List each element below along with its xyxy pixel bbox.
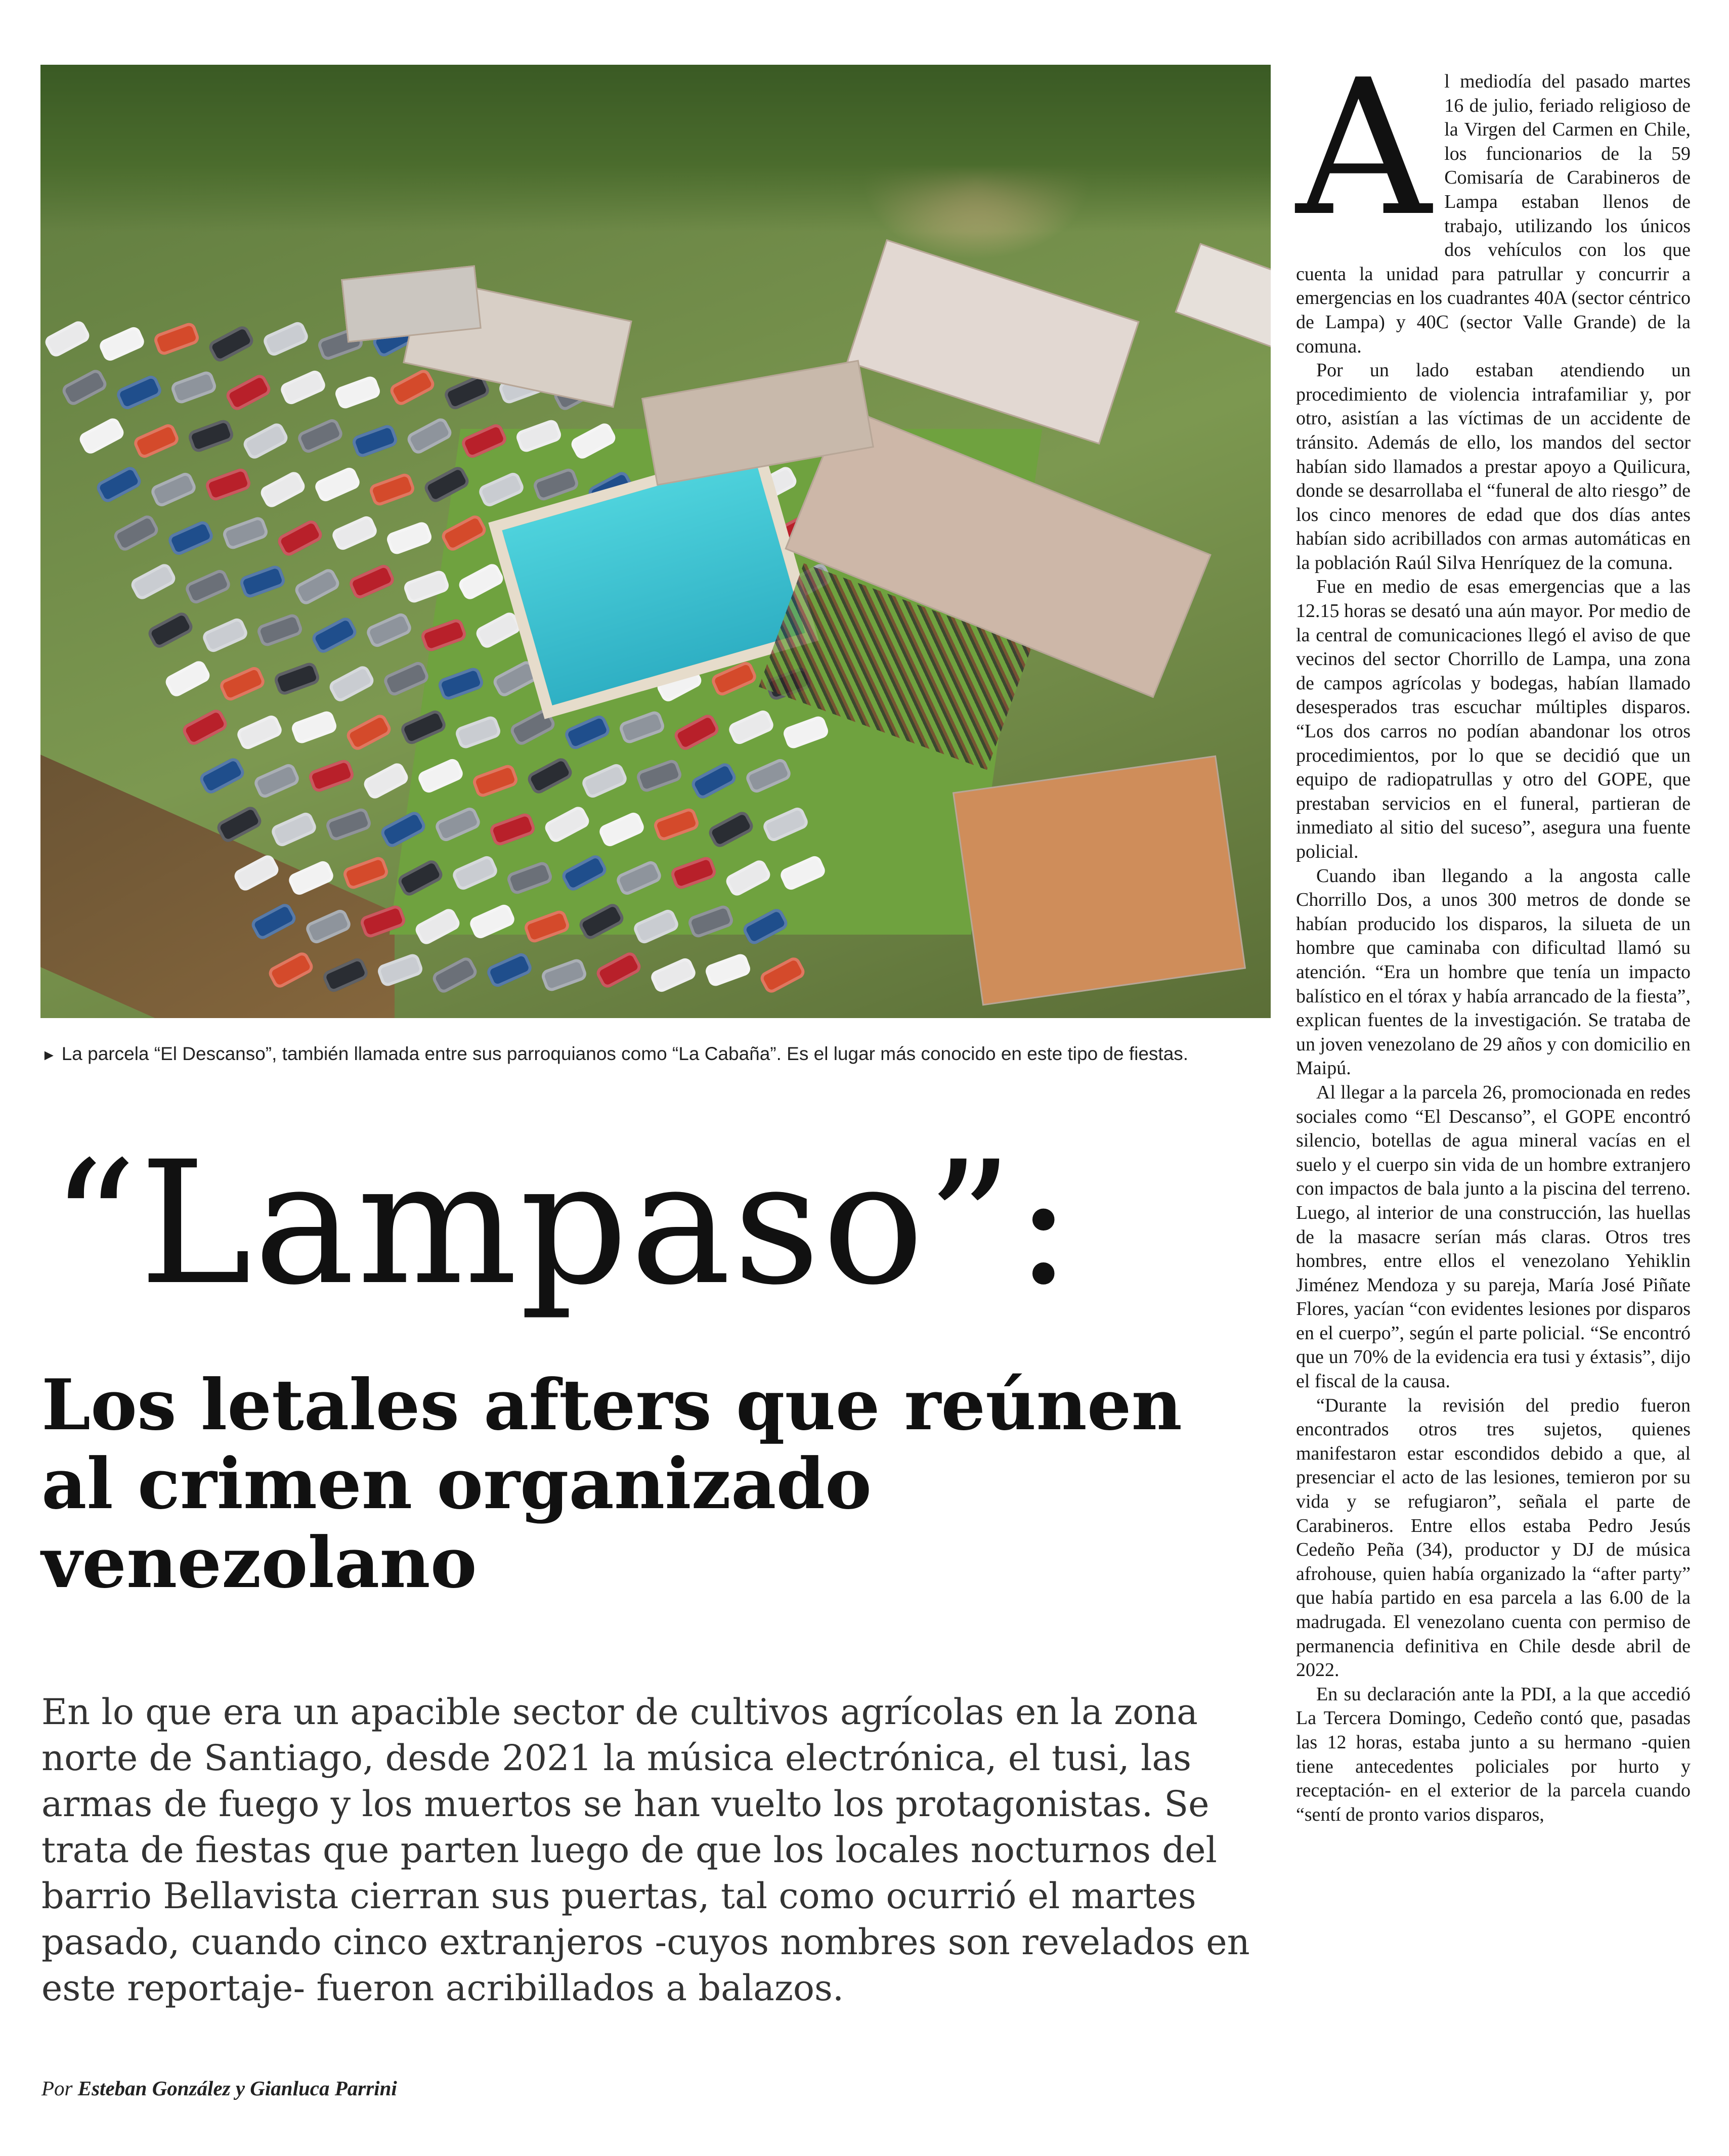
- parked-car: [365, 611, 413, 649]
- lead-paragraph: En lo que era un apacible sector de cultivos agrícolas en la zona norte de Santiago, desde 2021 la música electrónica, el tusi, las armas de fuego y los muertos se han vuelto los protagonistas. Se trata de fiestas que parten luego de que los locales nocturnos del barrio Bellavista cierran sus puertas, tal como ocurrió el martes pasado, cuando cinco extranjeros -cuyos nombres son revelados en este reportaje- fueron acribillados a balazos.: [41, 1691, 1250, 2009]
- parked-car: [258, 469, 308, 509]
- parked-car: [402, 569, 451, 605]
- parked-car: [689, 761, 739, 801]
- parked-car: [416, 757, 465, 795]
- parked-car: [388, 367, 437, 407]
- parked-car: [241, 421, 290, 461]
- parked-car: [279, 368, 327, 406]
- parked-car: [563, 713, 612, 751]
- body-paragraph: Al llegar a la parcela 26, promocionada en redes sociales como “El Descanso”, el GOPE encontró silencio, botellas de agua mineral vacías en el suelo y el cuerpo sin vida de un hombre extranjero con impactos de bala junto a la piscina del terreno. Luego, al interior de una construcción, las huellas de la masacre serían más claras. Otros tres hombres, entre ellos el venezolano Yehiklin Jiménez Mendoza y su pareja, María José Piñate Flores, yacían “con evidentes lesiones por disparos en el cuerpo”, según el parte policial. “Se encontró que un 70% de la evidencia era tusi y éxtasis”, dijo el fiscal de la causa.: [1296, 1081, 1691, 1392]
- parked-car: [321, 956, 370, 994]
- parked-car: [184, 567, 232, 605]
- photo-roof: [1175, 243, 1271, 355]
- parked-car: [707, 809, 756, 849]
- parked-car: [362, 761, 411, 801]
- parked-car: [249, 901, 298, 941]
- parked-car: [399, 708, 448, 746]
- headline: Los letales afters que reúnen al crimen organizado venezolano: [41, 1363, 1182, 1604]
- parked-car: [273, 661, 321, 697]
- parked-car: [238, 564, 287, 600]
- parked-car: [149, 470, 198, 508]
- parked-car: [543, 804, 592, 844]
- parked-car: [187, 418, 235, 454]
- headline-kicker: “Lampaso”:: [51, 1125, 1074, 1323]
- parked-car: [704, 952, 752, 988]
- parked-car: [333, 375, 382, 411]
- parked-car: [569, 421, 618, 461]
- parked-car: [454, 715, 502, 751]
- parked-car: [457, 561, 506, 601]
- parked-car: [468, 902, 516, 940]
- photo-caption: [41, 1042, 1276, 1068]
- parked-car: [112, 513, 161, 553]
- caption-arrow-icon: ►: [41, 1047, 57, 1064]
- parked-car: [471, 763, 520, 799]
- parked-car: [235, 713, 284, 751]
- parked-car: [440, 513, 489, 553]
- parked-car: [577, 901, 626, 941]
- body-paragraph: [1296, 40, 1691, 359]
- parked-car: [727, 708, 775, 746]
- parked-car: [758, 955, 807, 995]
- parked-car: [523, 909, 571, 945]
- parked-car: [296, 417, 344, 455]
- parked-car: [341, 855, 390, 891]
- parked-car: [526, 756, 575, 796]
- parked-car: [201, 616, 249, 654]
- body-paragraph: En su declaración ante la PDI, a la que accedió La Tercera Domingo, Cedeño contó que, pasadas las 12 horas, estaba junto a su hermano -quien tiene antecedentes policiales por hurto y receptación- en el exterior de la parcela cuando “sentí de pronto varios disparos,: [1296, 1683, 1691, 1825]
- parked-car: [146, 610, 195, 650]
- parked-car: [485, 951, 534, 989]
- parked-car: [460, 422, 508, 460]
- parked-car: [405, 416, 454, 456]
- parked-car: [419, 618, 468, 653]
- parked-car: [304, 907, 353, 945]
- aerial-photo: [40, 65, 1271, 1018]
- parked-car: [267, 950, 316, 990]
- parked-car: [477, 470, 526, 508]
- parked-car: [344, 712, 394, 752]
- parked-car: [580, 762, 629, 800]
- body-paragraph: Por un lado estaban atendiendo un procedimiento de violencia intrafamiliar y, por otro, asistían a las víctimas de un accidente de tránsito. Además de ello, los mandos del sector habían sido llamados a prestar apoyo a Quilicura, donde se desarrollaba el “funeral de alto riesgo” de los cinco menores de edad que dos días antes habían sido acribillados con armas automáticas en la población Raúl Silva Henríquez de la comuna.: [1296, 360, 1691, 574]
- parked-car: [351, 423, 399, 459]
- parked-car: [132, 422, 181, 460]
- parked-car: [215, 804, 264, 844]
- parked-car: [115, 373, 163, 411]
- parked-car: [413, 906, 462, 946]
- parked-car: [207, 324, 256, 364]
- parked-car: [204, 467, 252, 503]
- parked-car: [618, 710, 666, 745]
- photo-trees: [40, 65, 1271, 232]
- parked-car: [649, 956, 698, 994]
- parked-car: [382, 659, 430, 697]
- parked-car: [532, 467, 580, 503]
- parked-car: [224, 372, 273, 412]
- parked-car: [163, 658, 212, 698]
- parked-car: [422, 464, 471, 504]
- parked-car: [129, 561, 178, 601]
- parked-car: [330, 514, 379, 552]
- parked-car: [396, 858, 445, 898]
- parked-car: [293, 566, 342, 606]
- parked-car: [95, 464, 144, 504]
- parked-car: [307, 758, 356, 794]
- parked-car: [635, 758, 683, 794]
- parked-car: [597, 810, 646, 848]
- parked-car: [348, 562, 396, 600]
- parked-car: [451, 854, 499, 892]
- parked-car: [669, 855, 718, 891]
- parked-car: [232, 853, 281, 893]
- parked-car: [434, 805, 482, 843]
- body-paragraph-text: l mediodía del pasado martes 16 de julio, feriado religioso de la Virgen del Carmen en Chile, los funcionarios de la 59 Comisaría de Carabineros de Lampa estaban llenos de trabajo, utilizando los únicos dos vehículos con los que cuenta la unidad para patrullar y concurrir a emergencias en los cuadrantes 40A (sector céntrico de Lampa) y 40C (sector Valle Grande) de la comuna.: [1296, 71, 1691, 357]
- parked-car: [652, 807, 701, 843]
- parked-car: [310, 615, 359, 655]
- article-body: [1296, 40, 1691, 1827]
- body-paragraph: “Durante la revisión del predio fueron encontrados otros tres sujetos, quienes manifestaron estar escondidos debido a que, al presenciar el acto de las lesiones, temieron por su vida y se refugiaron”, señala el parte de Carabineros. Entre ellos estaba Pedro Jesús Cedeño Peña (34), productor y DJ de música afrohouse, quien había organizado la “after party” que había partido en esa parcela a las 6.00 de la madrugada. El venezolano cuenta con permiso de permanencia definitiva en Chile desde abril de 2022.: [1296, 1394, 1691, 1681]
- byline: [41, 2076, 397, 2100]
- parked-car: [430, 955, 480, 995]
- parked-car: [198, 756, 247, 796]
- parked-car: [376, 952, 424, 988]
- parked-car: [385, 520, 434, 556]
- parked-car: [43, 319, 92, 359]
- parked-car: [77, 416, 126, 456]
- parked-car: [252, 762, 301, 800]
- parked-car: [255, 612, 304, 648]
- parked-car: [359, 904, 407, 940]
- parked-car: [540, 957, 588, 993]
- parked-car: [276, 518, 325, 558]
- parked-car: [488, 812, 537, 848]
- parked-car: [505, 860, 554, 896]
- parked-car: [290, 710, 338, 745]
- parked-car: [166, 519, 215, 557]
- photo-roof: [953, 755, 1246, 1005]
- parked-car: [169, 370, 218, 406]
- parked-car: [324, 807, 373, 843]
- parked-car: [514, 418, 563, 454]
- parked-car: [60, 367, 109, 407]
- parked-car: [313, 465, 362, 503]
- body-paragraph: Fue en medio de esas emergencias que a las 12.15 horas se desató una aún mayor. Por medio de la central de comunicaciones llegó el aviso de que vecinos del sector Chorrillo de Lampa, una zona de campos agrícolas y bodegas, habían llamado desesperados tras escuchar múltiples disparos. “Los dos carros no podían abandonar los otros procedimientos, por lo que se decidió que un equipo de radiopatrullas y otro del GOPE, que prestaban servicios en el funeral, partieran de inmediato al sitio del suceso”, asegura una fuente policial.: [1296, 576, 1691, 862]
- parked-car: [262, 320, 310, 358]
- parked-car: [270, 810, 318, 848]
- parked-car: [98, 325, 146, 363]
- parked-car: [741, 906, 790, 946]
- byline-authors: Esteban González y Gianluca Parrini: [77, 2077, 397, 2100]
- parked-car: [152, 321, 201, 357]
- photo-roof: [846, 239, 1139, 445]
- body-paragraph: Cuando iban llegando a la angosta calle Chorrillo Dos, a unos 300 metros de donde se habían producido los disparos, la silueta de un hombre que caminaba con dificultad llamó su atención. “Era un hombre que tenía un impacto balístico en el tórax y había arrancado de la fiesta”, explican fuentes de la investigación. Se trataba de un joven venezolano de 29 años y con domicilio en Maipú.: [1296, 865, 1691, 1079]
- parked-car: [379, 809, 428, 849]
- parked-car: [632, 907, 680, 945]
- parked-car: [218, 665, 267, 702]
- parked-car: [287, 859, 335, 897]
- parked-car: [744, 757, 793, 795]
- byline-prefix: Por: [41, 2077, 73, 2100]
- parked-car: [437, 666, 485, 702]
- drop-cap: A: [1296, 40, 1432, 257]
- parked-car: [615, 859, 663, 897]
- parked-car: [560, 853, 609, 893]
- parked-car: [181, 707, 230, 747]
- parked-car: [327, 664, 376, 703]
- parked-car: [221, 515, 270, 551]
- parked-car: [368, 472, 416, 508]
- parked-car: [724, 858, 773, 898]
- parked-car: [594, 950, 643, 990]
- parked-car: [672, 712, 721, 752]
- caption-text: La parcela “El Descanso”, también llamada entre sus parroquianos como “La Cabaña”. Es el lugar más conocido en este tipo de fiestas.: [61, 1043, 1189, 1064]
- parked-car: [686, 904, 735, 940]
